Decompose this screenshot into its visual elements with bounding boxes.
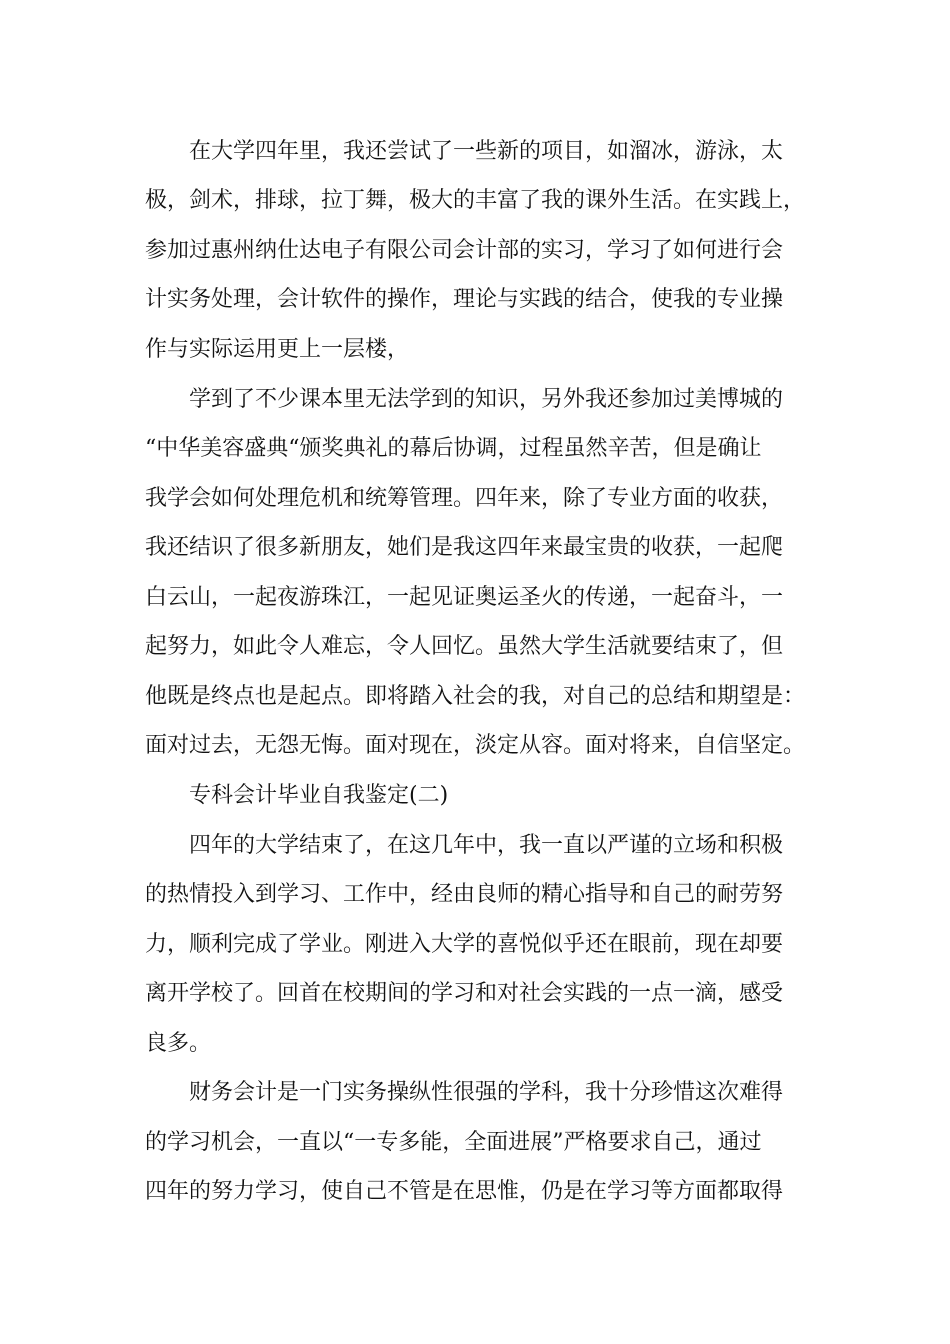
section-heading: 专科会计毕业自我鉴定(二) bbox=[189, 783, 449, 808]
text-line: 离开学校了。回首在校期间的学习和对社会实践的一点一滴，感受 bbox=[145, 981, 784, 1006]
text-line: 作与实际运用更上一层楼， bbox=[145, 337, 410, 362]
text-line: 白云山，一起夜游珠江，一起见证奥运圣火的传递，一起奋斗，一 bbox=[145, 585, 784, 610]
text-line: 在大学四年里，我还尝试了一些新的项目，如溜冰，游泳，太 bbox=[189, 139, 784, 164]
text-line: 四年的努力学习，使自己不管是在思惟，仍是在学习等方面都取得 bbox=[145, 1179, 784, 1204]
text-line: 面对过去，无怨无悔。面对现在，淡定从容。面对将来，自信坚定。 bbox=[145, 733, 806, 758]
text-line: 我还结识了很多新朋友，她们是我这四年来最宝贵的收获，一起爬 bbox=[145, 535, 784, 560]
text-line: 我学会如何处理危机和统筹管理。四年来，除了专业方面的收获， bbox=[145, 486, 784, 511]
text-line: 四年的大学结束了，在这几年中，我一直以严谨的立场和积极 bbox=[189, 833, 784, 858]
text-line: 的热情投入到学习、工作中，经由良师的精心指导和自己的耐劳努 bbox=[145, 882, 784, 907]
text-line: 计实务处理，会计软件的操作，理论与实践的结合，使我的专业操 bbox=[145, 287, 784, 312]
text-line: 良多。 bbox=[145, 1031, 212, 1056]
text-line: 极，剑术，排球，拉丁舞，极大的丰富了我的课外生活。在实践上， bbox=[145, 188, 806, 213]
text-line: 的学习机会，一直以“一专多能，全面进展”严格要求自己，通过 bbox=[145, 1130, 762, 1155]
text-line: 财务会计是一门实务操纵性很强的学科，我十分珍惜这次难得 bbox=[189, 1080, 784, 1105]
text-line: “中华美容盛典“颁奖典礼的幕后协调，过程虽然辛苦，但是确让 bbox=[145, 436, 762, 461]
text-line: 力，顺利完成了学业。刚进入大学的喜悦似乎还在眼前，现在却要 bbox=[145, 932, 784, 957]
text-line: 学到了不少课本里无法学到的知识，另外我还参加过美博城的 bbox=[189, 387, 784, 412]
text-line: 参加过惠州纳仕达电子有限公司会计部的实习，学习了如何进行会 bbox=[145, 238, 784, 263]
text-line: 他既是终点也是起点。即将踏入社会的我，对自己的总结和期望是： bbox=[145, 684, 806, 709]
text-line: 起努力，如此令人难忘，令人回忆。虽然大学生活就要结束了，但 bbox=[145, 634, 784, 659]
